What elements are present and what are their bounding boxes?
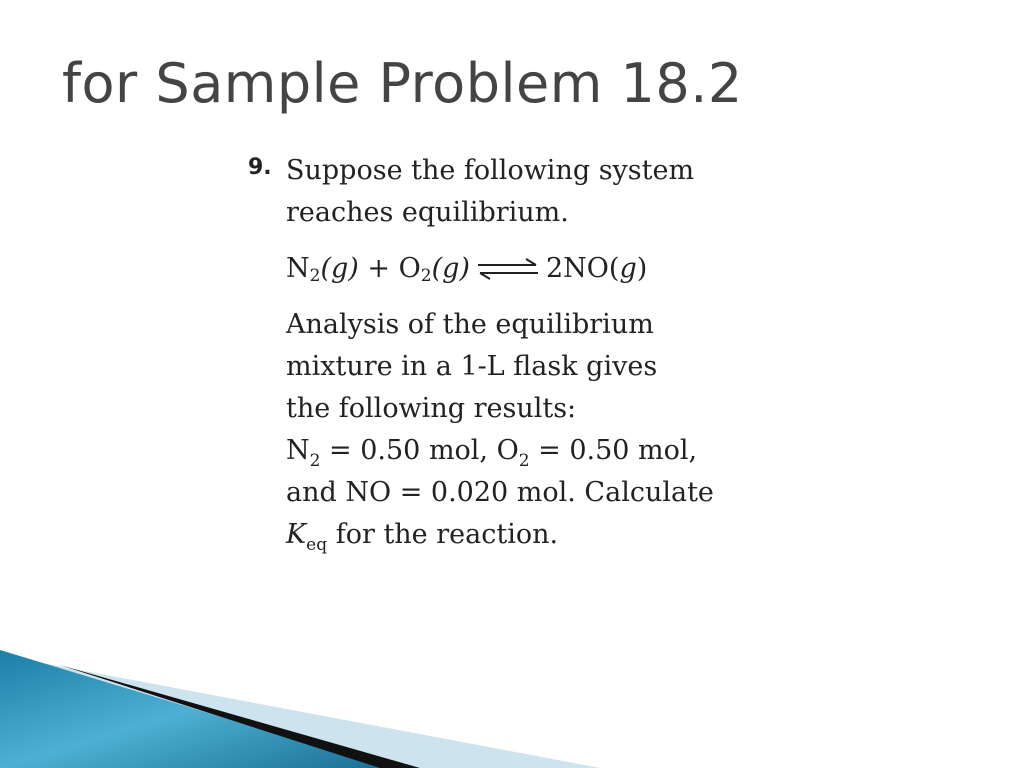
keq-line: $K_{eq}$ for the reaction. xyxy=(286,519,559,555)
analysis-line-3: the following results: xyxy=(286,393,577,424)
slide-title: for Sample Problem 18.2 xyxy=(62,52,743,115)
problem-number: 9. xyxy=(248,155,272,180)
intro-line-2: reaches equilibrium. xyxy=(286,197,569,228)
results-line: $N_2 = 0.50$ mol, $O_2 = 0.50$ mol, xyxy=(286,435,698,471)
no-line: and NO = 0.020 mol. Calculate xyxy=(286,477,714,508)
chemical-equation: N 2 (g) + O 2 (g) 2NO( g ) xyxy=(286,253,648,286)
analysis-line-2: mixture in a 1-L flask gives xyxy=(286,351,658,382)
analysis-line-1: Analysis of the equilibrium xyxy=(286,309,654,340)
intro-line-1: Suppose the following system xyxy=(286,155,695,186)
